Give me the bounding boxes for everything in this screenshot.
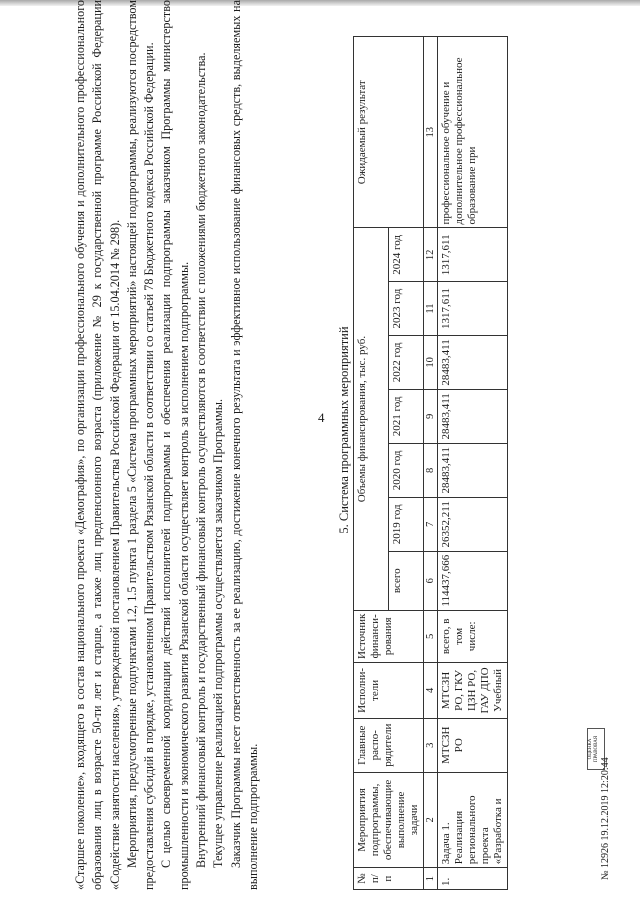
paragraph: Заказчик Программы несет ответственность за ее реализацию, достижение конечного результата и эффективное использование финансовых средств, выделяемых на выполнение подпрограммы. [228, 0, 260, 890]
column-number: 1 [424, 868, 438, 890]
column-number: 10 [424, 335, 438, 389]
column-number: 9 [424, 389, 438, 443]
measures-table [353, 36, 623, 890]
cell-managers: МТСЗН РО [438, 718, 508, 772]
header-2022: 2022 год [389, 335, 424, 389]
header-result: Ожидаемый результат [354, 37, 424, 228]
cell-2020: 28483,411 [438, 443, 508, 497]
column-number: 2 [424, 772, 438, 868]
column-number: 5 [424, 610, 438, 662]
column-number: 7 [424, 497, 438, 551]
cell-total: 114437,666 [438, 551, 508, 610]
column-number: 6 [424, 551, 438, 610]
column-number: 8 [424, 443, 438, 497]
header-2024: 2024 год [389, 228, 424, 282]
header-source: Источник финанси-рования [354, 610, 424, 662]
page-number: 4 [318, 410, 325, 425]
paragraph: Мероприятия, предусмотренные подпунктами 1.2, 1.5 пункта 1 раздела 5 «Система программных мероприятий» настоящей подпрограммы, реализуются посредством предоставления субсидий в порядке, установленном Правительством Рязанской области в соответствии со статьей 78 Бюджетного кодекса Российской Федерации. [124, 0, 157, 890]
header-2020: 2020 год [389, 443, 424, 497]
header-no: № п/п [354, 868, 424, 890]
registration-footer: № 12926 19.12.2019 12:20:44 [600, 757, 611, 880]
column-number: 4 [424, 663, 438, 719]
column-number: 13 [424, 37, 438, 228]
cell-source: всего, в том числе: [438, 610, 508, 662]
cell-executors: МТСЗН РО, ГКУ ЦЗН РО, ГАУ ДПО Учебный [438, 663, 508, 719]
header-2021: 2021 год [389, 389, 424, 443]
table-row [438, 37, 508, 890]
header-funding-group: Объемы финансирования, тыс. руб. [354, 228, 389, 610]
cell-no: 1. [438, 868, 508, 890]
header-2023: 2023 год [389, 282, 424, 336]
header-managers: Главные распо-рядители [354, 718, 424, 772]
cell-2019: 26352,211 [438, 497, 508, 551]
column-number-row [424, 37, 438, 890]
header-total: всего [389, 551, 424, 610]
header-2019: 2019 год [389, 497, 424, 551]
body-text [72, 0, 302, 890]
stamp-line: ПРАВОВАЯ [594, 735, 599, 763]
cell-2023: 1317,611 [438, 282, 508, 336]
cell-2022: 28483,411 [438, 335, 508, 389]
column-number: 3 [424, 718, 438, 772]
paragraph: С целью своевременной координации действий исполнителей подпрограммы и обеспечения реализации подпрограммы заказчиком Программы министерство промышленности и экономического развития Рязанской области осуществляет контроль за исполнением подпрограммы. [159, 0, 191, 890]
header-executors: Исполни-тели [354, 663, 424, 719]
paragraph: «Старшее поколение», входящего в состав национального проекта «Демография», по организации профессионального обучения и дополнительного профессионального образования лиц в возрасте 50-ти лет и старше, а также лиц предпенсионного возраста (приложение № 29 к государственной программе Российской Федерации «Содействие занятости населения», утвержденной постановлением Правительства Российской Федерации от 15.04.2014 № 298). [73, 0, 122, 890]
paragraph: Текущее управление реализацией подпрограммы осуществляется заказчиком Программы. [211, 398, 226, 868]
stamp-line: ОЦЕНКА [588, 738, 593, 760]
column-number: 12 [424, 228, 438, 282]
cell-result: профессиональное обучение и дополнительное профессиональное образование при [438, 37, 508, 228]
cell-measures: Задача 1. Реализация регионального проекта «Разработка и [438, 772, 508, 868]
cell-2024: 1317,611 [438, 228, 508, 282]
cell-2021: 28483,411 [438, 389, 508, 443]
column-number: 11 [424, 282, 438, 336]
section-title: 5. Система программных мероприятий [337, 326, 351, 534]
paragraph: Внутренний финансовый контроль и государственный финансовый контроль осуществляются в соответствии с положениями бюджетного законодательства. [194, 52, 209, 868]
header-measures: Мероприятия подпрограммы, обеспечивающие выполнение задачи [354, 772, 424, 868]
